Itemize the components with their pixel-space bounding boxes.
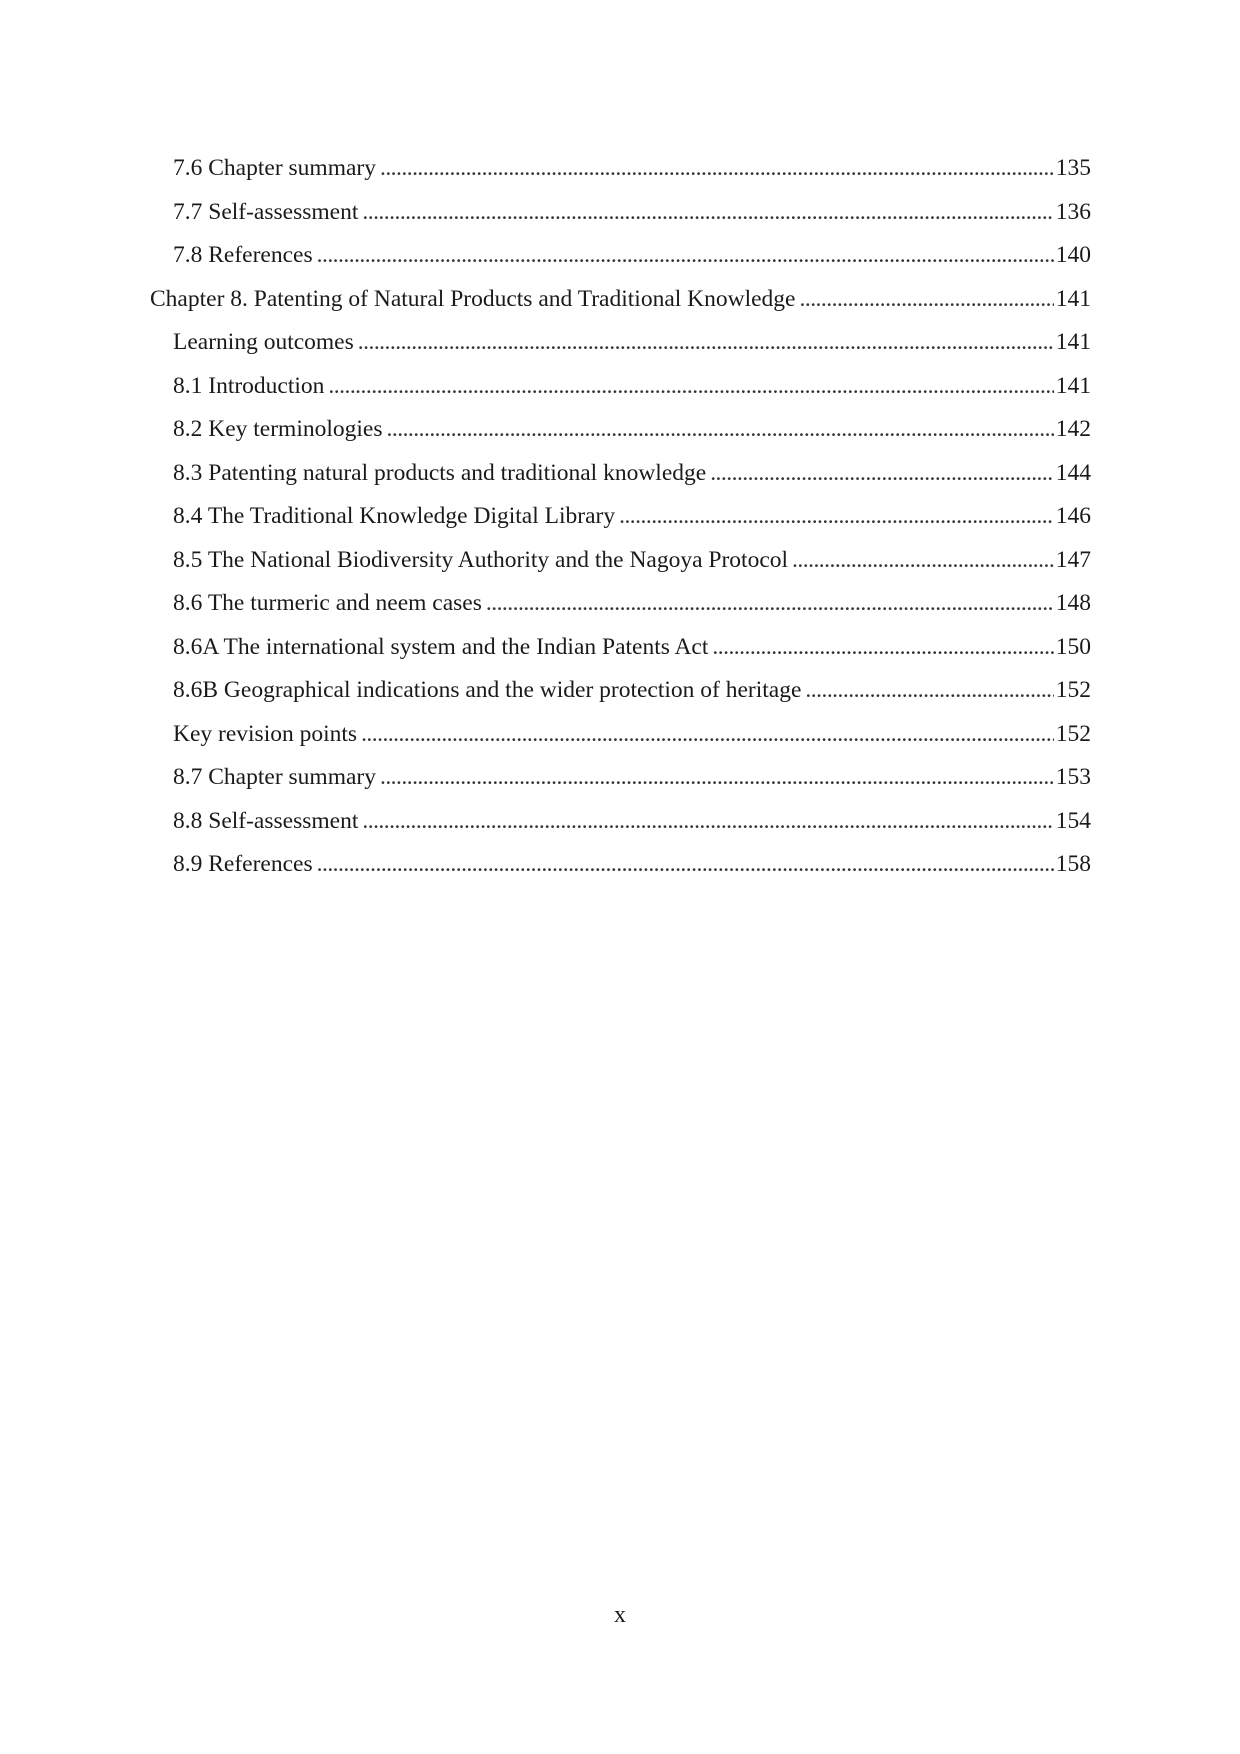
toc-entry-title: 8.6 The turmeric and neem cases (173, 590, 482, 616)
toc-entry-page: 140 (1055, 242, 1091, 268)
toc-dot-leader (387, 408, 1054, 452)
toc-entry[interactable] (150, 321, 1091, 365)
toc-entry-title: 8.4 The Traditional Knowledge Digital Library (173, 503, 616, 529)
toc-entry-page: 141 (1055, 285, 1091, 312)
toc-entry[interactable] (150, 452, 1091, 496)
toc-dot-leader (619, 495, 1054, 539)
toc-dot-leader (362, 800, 1053, 844)
toc-dot-leader (317, 234, 1054, 278)
toc-entry[interactable] (150, 539, 1091, 583)
toc-entry[interactable] (150, 843, 1091, 887)
toc-dot-leader (710, 452, 1054, 496)
toc-entry-page: 152 (1055, 677, 1091, 703)
toc-entry-title: Chapter 8. Patenting of Natural Products and Traditional Knowledge (150, 285, 796, 312)
toc-entry[interactable] (150, 408, 1091, 452)
toc-entry[interactable] (150, 626, 1091, 670)
toc-dot-leader (486, 582, 1054, 626)
toc-entry-page: 154 (1055, 807, 1091, 834)
toc-entry-page: 152 (1055, 720, 1091, 747)
toc-entry-title: 8.7 Chapter summary (173, 764, 376, 790)
toc-entry[interactable] (150, 713, 1091, 757)
toc-dot-leader (317, 843, 1054, 887)
toc-entry[interactable] (150, 365, 1091, 409)
toc-dot-leader (358, 321, 1054, 365)
toc-entry-title: Key revision points (173, 720, 358, 747)
toc-entry-title: 8.8 Self-assessment (173, 807, 359, 834)
toc-entry[interactable] (150, 495, 1091, 539)
toc-entry-title: 8.6A The international system and the Indian Patents Act (173, 633, 709, 660)
toc-entry-page: 142 (1055, 416, 1091, 442)
toc-entry-title: 8.9 References (173, 851, 313, 877)
toc-dot-leader (361, 713, 1054, 757)
toc-entry-title: 8.6B Geographical indications and the wider protection of heritage (173, 677, 802, 703)
toc-entry[interactable] (150, 582, 1091, 626)
toc-entry-page: 158 (1055, 851, 1091, 877)
toc-dot-leader (800, 278, 1054, 322)
toc-entry-title: 8.3 Patenting natural products and traditional knowledge (173, 459, 707, 486)
toc-dot-leader (805, 669, 1053, 713)
toc-dot-leader (792, 539, 1054, 583)
toc-entry-page: 141 (1055, 329, 1091, 355)
toc-entry-title: 7.8 References (173, 242, 313, 268)
table-of-contents (150, 147, 1091, 887)
toc-entry-page: 148 (1055, 590, 1091, 616)
toc-entry-title: 8.2 Key terminologies (173, 416, 383, 442)
toc-entry[interactable] (150, 669, 1091, 713)
toc-dot-leader (328, 365, 1053, 409)
toc-entry-title: 7.6 Chapter summary (173, 155, 376, 181)
toc-dot-leader (362, 191, 1053, 235)
toc-entry-page: 144 (1055, 459, 1091, 486)
toc-chapter-entry[interactable] (150, 278, 1091, 322)
toc-entry-page: 146 (1055, 503, 1091, 529)
toc-entry-page: 150 (1055, 633, 1091, 660)
toc-entry-title: Learning outcomes (173, 329, 354, 355)
toc-entry[interactable] (150, 756, 1091, 800)
toc-entry[interactable] (150, 147, 1091, 191)
toc-entry-page: 141 (1055, 372, 1091, 399)
toc-dot-leader (380, 147, 1054, 191)
toc-entry-page: 135 (1055, 155, 1091, 181)
toc-entry-title: 7.7 Self-assessment (173, 198, 359, 225)
toc-entry-page: 147 (1055, 546, 1091, 573)
toc-entry-page: 153 (1055, 764, 1091, 790)
toc-entry-title: 8.1 Introduction (173, 372, 325, 399)
page-number: x (614, 1602, 626, 1628)
toc-dot-leader (712, 626, 1053, 670)
toc-dot-leader (380, 756, 1054, 800)
toc-entry-title: 8.5 The National Biodiversity Authority and the Nagoya Protocol (173, 546, 789, 573)
toc-entry[interactable] (150, 191, 1091, 235)
toc-entry[interactable] (150, 234, 1091, 278)
toc-entry[interactable] (150, 800, 1091, 844)
toc-entry-page: 136 (1055, 198, 1091, 225)
